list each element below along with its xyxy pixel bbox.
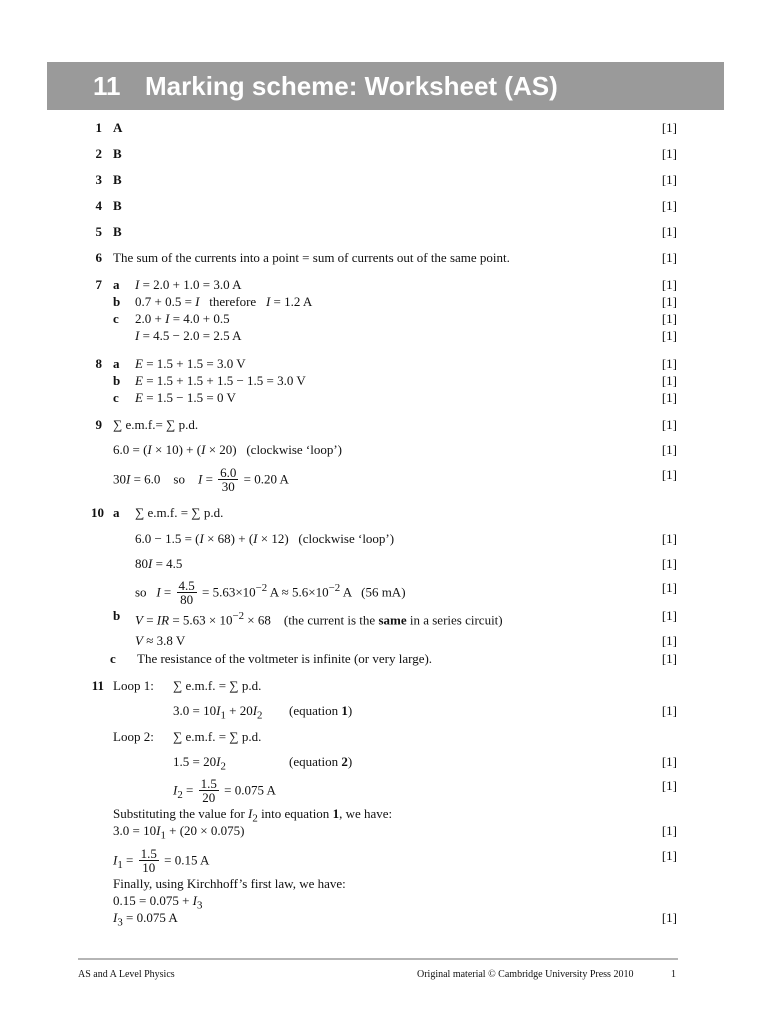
mark: [1] [661, 633, 677, 648]
mark: [1] [661, 651, 677, 666]
mark: [1] [661, 848, 677, 863]
answer: B [113, 146, 122, 161]
mark: [1] [661, 328, 677, 343]
mark: [1] [661, 531, 677, 546]
footer-copyright: Original material © Cambridge University Press 2010 [417, 969, 634, 980]
fraction: $\frac{4.5}{80}$ [178, 578, 195, 607]
fraction: $\frac{1.5}{10}$ [140, 846, 157, 875]
mark: [1] [661, 390, 677, 405]
page-number: 1 [671, 969, 676, 980]
footer-left: AS and A Level Physics [78, 969, 175, 980]
section-number: 11 [93, 71, 121, 101]
mark: [1] [661, 198, 677, 213]
mark: [1] [661, 172, 677, 187]
answer: B [113, 224, 122, 239]
mark: [1] [661, 754, 677, 769]
mark: [1] [661, 250, 677, 265]
answer: B [113, 198, 122, 213]
mark: [1] [661, 556, 677, 571]
fraction: $\frac{1.5}{20}$ [200, 776, 217, 805]
page-header [47, 62, 724, 110]
mark: [1] [661, 294, 677, 309]
answer: B [113, 172, 122, 187]
answer-text: The sum of the currents into a point = sum of currents out of the same point. [113, 250, 510, 265]
mark: [1] [661, 823, 677, 838]
mark: [1] [661, 373, 677, 388]
mark: [1] [661, 311, 677, 326]
answer: A [113, 120, 123, 135]
mark: [1] [661, 703, 677, 718]
mark: [1] [661, 356, 677, 371]
mark: [1] [661, 277, 677, 292]
fraction: $\frac{6.0}{30}$ [220, 465, 237, 494]
mark: [1] [661, 910, 677, 925]
page-title: Marking scheme: Worksheet (AS) [145, 71, 558, 101]
mark: [1] [661, 146, 677, 161]
mark: [1] [661, 467, 677, 482]
mark: [1] [661, 417, 677, 432]
mark: [1] [661, 580, 677, 595]
mark: [1] [661, 442, 677, 457]
mark: [1] [661, 778, 677, 793]
footer-divider [78, 958, 678, 960]
mark: [1] [661, 224, 677, 239]
mark: [1] [661, 120, 677, 135]
mark: [1] [661, 608, 677, 623]
